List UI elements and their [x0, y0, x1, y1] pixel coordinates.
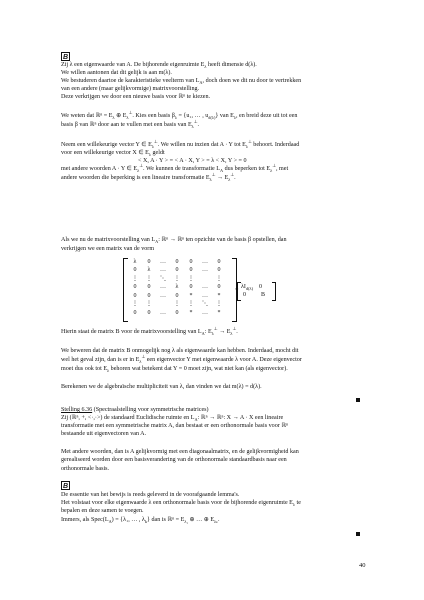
matrix-row: 0 λ … 0 0 … 0 — [133, 267, 221, 273]
matrix-row: ⋮ ⋮ ⋮ ⋮ ⋱ ⋮ — [132, 301, 222, 307]
equation: < X, A · Y > = < A · X, Y > = λ < X, Y > = 0 — [138, 158, 247, 164]
equals-sign: = — [235, 287, 239, 293]
theorem-heading: Stelling 6.36 (Spectraalstelling voor symmetrische matrices) — [61, 407, 209, 413]
paragraph-line: We willen aantonen dat dit gelijk is aan m(λ). — [61, 70, 172, 76]
paragraph-line: gerealiseerd worden door een basisverandering van de orthonormale standaardbasis naar een — [61, 457, 287, 463]
paragraph-line: Hierin staat de matrix B voor de matrixvoorstelling van $L_A$: $E_\lambda^\perp \to E_\lambda^\perp$. — [61, 325, 238, 337]
paragraph-line: orthonormale basis. — [61, 466, 110, 472]
paragraph-line: andere woorden die beperking is een lineaire transformatie $E_\lambda^\perp \to E_\lambda^\perp$. — [61, 171, 236, 183]
paragraph-line: verkrijgen we een matrix van de vorm — [61, 246, 155, 252]
paragraph-line: We bestuderen daartoe de karakteristieke veelterm van $L_A$, doch doen we dit nu door te vertrekken — [61, 78, 302, 86]
paragraph-line: basis β van ℝⁿ door aan te vullen met een basis van $E_\lambda^\perp$. — [61, 118, 200, 130]
paragraph-line: Berekenen we de algebraïsche multipliciteit van λ, dan vinden we dat m(λ) = d(λ). — [61, 384, 262, 390]
block-row: $\lambda I_{d(\lambda)}$ 0 — [241, 284, 263, 292]
paragraph-line: Als we nu de matrixvoorstelling van $L_A$: ℝⁿ → ℝⁿ ten opzichte van de basis β opstellen, dan — [61, 237, 287, 245]
page-number: 40 — [359, 562, 366, 569]
paragraph-line: met andere woorden A · Y ∈ $E_\lambda^\perp$. We kunnen de transformatie $L_A$ dus beperken tot $E_\lambda^\perp$, met — [61, 162, 289, 174]
paragraph-line: Zij λ een eigenwaarde van A. De bijhorende eigenruimte $E_\lambda$ heeft dimensie d(λ). — [61, 62, 257, 70]
paragraph-line: wel het geval zijn, dan is er in $E_\lambda^\perp$ een eigenvector Y met eigenwaarde λ voor A. Deze eigenvector — [61, 353, 302, 365]
paragraph-line: We weten dat ℝⁿ = $E_\lambda$ ⊕ $E_\lambda^\perp$. Kies een basis $\beta_\lambda = \{u_1$, … , $u_{d(\lambda)}$} van $E_\lambda$, en breid deze uit tot een — [61, 109, 298, 121]
matrix-row: ⋮ ⋮ ⋱ ⋮ ⋮ ⋮ — [132, 276, 222, 282]
proof-badge: B — [62, 54, 69, 61]
block-row: 0 B — [243, 292, 266, 298]
paragraph-line: moet dus ook tot $E_\lambda$ behoren wat betekent dat Y = 0 moet zijn, wat niet kan (als eigenvector). — [61, 366, 288, 374]
paragraph-line: Neem een willekeurige vector Y ∈ $E_\lambda^\perp$. We willen nu inzien dat A · Y tot $E_\lambda^\perp$ behoort. Inderdaad — [61, 138, 300, 150]
matrix-row: 0 0 … 0 * … * — [133, 310, 221, 316]
paragraph-line: Met andere woorden, dan is A gelijkvormig met een diagonaalmatrix, en de gelijkvormigheid kan — [61, 449, 299, 455]
paragraph-line: Het volstaat voor elke eigenwaarde λ een orthonormale basis voor de bijhorende eigenruimte $E_\lambda$ te — [61, 500, 301, 508]
proof-badge: B — [62, 483, 69, 490]
qed-mark — [356, 532, 360, 536]
matrix-row: 0 0 … λ 0 … 0 — [133, 284, 221, 290]
paragraph-line: transformatie met een symmetrische matrix A, dan bestaat er een orthonormale basis voor ℝⁿ — [61, 423, 289, 429]
paragraph-line: Zij (ℝⁿ, +, <·,·>) de standaard Euclidische ruimte en $L_A$: ℝⁿ → ℝⁿ: X → A · X een lineaire — [61, 415, 284, 423]
paragraph-line: bepalen en deze samen te voegen. — [61, 508, 144, 514]
paragraph-line: voor een willekeurige vector X ∈ $E_\lambda$ geldt — [61, 150, 165, 158]
matrix-row: 0 0 … 0 * … * — [133, 293, 221, 299]
right-bracket — [272, 282, 276, 301]
paragraph-line: Deze verkrijgen we door een nieuwe basis voor ℝⁿ te kiezen. — [61, 94, 211, 100]
paragraph-line: bestaande uit eigenvectoren van A. — [61, 431, 147, 437]
paragraph-line: De essentie van het bewijs is reeds geleverd in de voorafgaande lemma's. — [61, 492, 240, 498]
paragraph-line: van een andere (maar gelijkvormige) matrixvoorstelling. — [61, 86, 200, 92]
paragraph-line: Immers, als $Spec(L_A) = \{\lambda_1$, … , $\lambda_k$} dan is ℝⁿ = $E_{\lambda_1}$ ⊕ … ⊕ $E_{\lambda_k}$. — [61, 517, 220, 525]
paragraph-line: We beweren dat de matrix B onmogelijk nog λ als eigenwaarde kan hebben. Inderdaad, mocht dit — [61, 348, 299, 354]
matrix-row: λ 0 … 0 0 … 0 — [133, 259, 221, 265]
qed-mark — [356, 398, 360, 402]
